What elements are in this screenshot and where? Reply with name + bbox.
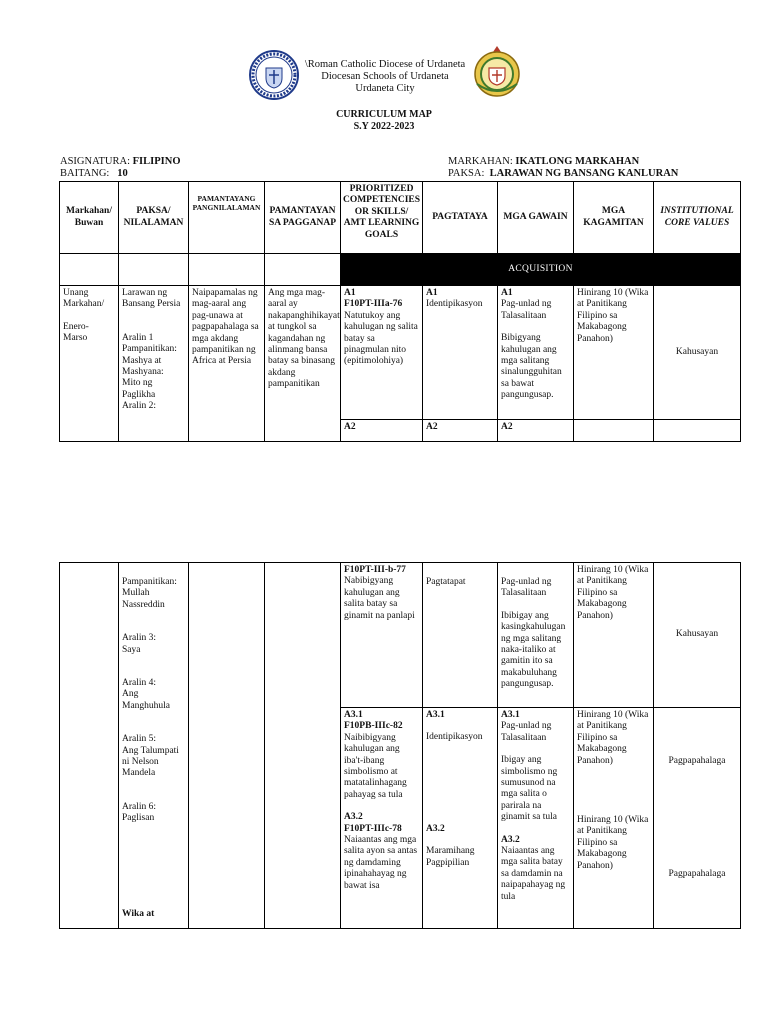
paksa-line: Mandela xyxy=(122,768,156,779)
cell-gawain-a1 xyxy=(498,286,574,420)
diocese-name: \Roman Catholic Diocese of Urdaneta xyxy=(304,59,466,70)
markahan-line-2: Markahan/ xyxy=(63,299,105,310)
gawain-label: A1 xyxy=(501,288,513,298)
paksa-line: Paglisan xyxy=(122,813,155,824)
asignatura-value: FILIPINO xyxy=(132,156,181,167)
paksa-line: Mashyana: xyxy=(122,367,164,378)
markahan-line xyxy=(448,156,639,168)
letterhead xyxy=(0,44,768,104)
markahan-line-4: Marso xyxy=(63,333,88,344)
school-name: Diocesan Schools of Urdaneta xyxy=(321,71,449,82)
pagtataya-label: A3.2 xyxy=(426,823,445,834)
gawain-text: Pag-unlad ng Talasalitaan xyxy=(501,299,552,321)
gawain-label: A3.1 xyxy=(501,710,520,720)
curriculum-map-title: CURRICULUM MAP xyxy=(336,109,432,120)
competency-label: A3.2 xyxy=(344,812,363,823)
paksa-line: Mito ng xyxy=(122,378,153,389)
paksa-value: LARAWAN NG BANSANG KANLURAN xyxy=(489,168,679,179)
cell-kagamitan xyxy=(574,708,654,929)
markahan-line-1: Unang xyxy=(63,288,89,298)
school-year: S.Y 2022-2023 xyxy=(353,121,415,132)
competency-text: Natutukoy ang kahulugan ng salita batay sa pinagmulan nito (epitimolohiya) xyxy=(344,310,418,367)
pagtataya-label: A1 xyxy=(426,288,438,298)
competency-code: F10PB-IIIc-82 xyxy=(344,721,403,732)
letterhead-text xyxy=(300,59,470,95)
cell-core-value: Kahusayan xyxy=(654,563,741,708)
pagtataya-text: Identipikasyon xyxy=(426,732,483,743)
cell-competency-a1 xyxy=(341,286,423,420)
header-core-values: INSTITUTIONAL CORE VALUES xyxy=(654,182,741,254)
paksa-line: Ang xyxy=(122,689,139,700)
cell-core-value xyxy=(654,708,741,929)
paksa-line: Aralin 3: xyxy=(122,633,157,644)
header-competencies: PRIORITIZED COMPETENCIES OR SKILLS/ AMT LEARNING GOALS xyxy=(341,182,423,254)
baitang-line xyxy=(60,168,128,180)
paksa-line xyxy=(448,168,678,180)
cell-core-value: Kahusayan xyxy=(654,286,741,420)
gawain-text: Bibigyang kahulugan ang mga salitang sinalungguhitan sa bawat pangungusap. xyxy=(501,333,562,401)
pagtataya-label: A3.1 xyxy=(426,710,445,720)
cell-pamantayang-pangnilalaman: Naipapamalas ng mag-aaral ang pag-unawa at pagpapahalaga sa mga akdang pampanitikan ng Africa at Persia xyxy=(189,286,265,442)
gawain-text: Ibibigay ang kasingkahulugan ng mga salitang naka-italiko at gamitin ito sa makabuluhang pangungusap. xyxy=(501,610,566,690)
paksa-line: Saya xyxy=(122,644,141,655)
header-pagtataya: PAGTATAYA xyxy=(423,182,498,254)
paksa-line: Bansang Persia xyxy=(122,299,181,310)
competency-text: Naiaantas ang mga salita ayon sa antas ng damdaming ipinahahayag ng bawat isa xyxy=(344,835,418,891)
paksa-line: Aralin 2: xyxy=(122,401,157,412)
cell-pagtataya-a1 xyxy=(423,286,498,420)
competency-code: F10PT-IIIc-78 xyxy=(344,823,402,834)
empty-cell xyxy=(265,563,341,929)
header-markahan: Markahan/ Buwan xyxy=(60,182,119,254)
competency-code: F10PT-IIIa-76 xyxy=(344,299,403,310)
cell-markahan xyxy=(60,286,119,442)
header-gawain: MGA GAWAIN xyxy=(498,182,574,254)
paksa-line: Wika at xyxy=(122,908,155,919)
acquisition-banner: ACQUISITION xyxy=(341,254,741,286)
document-title xyxy=(0,109,768,133)
header-pamantayang-pangnilalaman: PAMANTAYANG PANGNILALAMAN xyxy=(189,182,265,254)
baitang-value: 10 xyxy=(117,168,128,179)
paksa-label: PAKSA: xyxy=(448,168,485,179)
paksa-line: Ang Talumpati xyxy=(122,745,179,756)
cell-pamantayan-pagganap: Ang mga mag-aaral ay nakapanghihikayat at tungkol sa kagandahan ng alinmang bansa batay sa binasang akdang pampanitikan xyxy=(265,286,341,442)
empty-cell xyxy=(60,563,119,929)
paksa-line: Mashya at xyxy=(122,355,162,366)
pagtataya-text: Identipikasyon xyxy=(426,299,483,310)
competency-label: A1 xyxy=(344,288,356,298)
paksa-line: Aralin 5: xyxy=(122,734,157,745)
cell-gawain-a3 xyxy=(498,708,574,929)
competency-text: Nabibigyang kahulugan ang salita batay sa ginamit na panlapi xyxy=(344,576,415,621)
paksa-line: Manghuhula xyxy=(122,700,171,711)
paksa-line: Nassreddin xyxy=(122,599,165,610)
gawain-text: Ibigay ang simbolismo ng sumusunod na mga salita o parirala na ginamit sa tula xyxy=(501,755,558,823)
cell-kagamitan: Hinirang 10 (Wika at Panitikang Filipino sa Makabagong Panahon) xyxy=(574,286,654,420)
cell-pagtataya-a3 xyxy=(423,708,498,929)
cell-paksa xyxy=(119,286,189,442)
markahan-label: MARKAHAN: xyxy=(448,156,513,167)
city-name: Urdaneta City xyxy=(355,83,415,94)
pagtataya-text: Maramihang Pagpipilian xyxy=(426,846,475,868)
paksa-line: Paglikha xyxy=(122,389,156,400)
core-value-text: Pagpapahalaga xyxy=(668,869,726,880)
cell-pagtataya-a2: A2 xyxy=(423,420,498,442)
paksa-line: ni Nelson xyxy=(122,757,159,768)
markahan-line-3: Enero- xyxy=(63,321,89,332)
header-kagamitan: MGA KAGAMITAN xyxy=(574,182,654,254)
header-paksa: PAKSA/ NILALAMAN xyxy=(119,182,189,254)
gawain-text: Pag-unlad ng Talasalitaan xyxy=(501,577,552,599)
paksa-line: Pampanitikan: xyxy=(122,577,177,587)
markahan-value: IKATLONG MARKAHAN xyxy=(515,156,640,167)
empty-cell xyxy=(574,420,654,442)
asignatura-label: ASIGNATURA: xyxy=(60,156,131,167)
empty-cell xyxy=(189,563,265,929)
competency-text: Naibibigyang kahulugan ang iba't-ibang simbolismo at matatalinhagang pahayag sa tula xyxy=(344,732,407,800)
gawain-label: A3.2 xyxy=(501,834,520,845)
asignatura-line xyxy=(60,156,180,168)
paksa-line: Aralin 6: xyxy=(122,801,157,812)
diocese-seal-icon xyxy=(249,50,299,100)
cell-paksa-continued xyxy=(119,563,189,929)
cell-gawain-77 xyxy=(498,563,574,708)
kagamitan-text: Hinirang 10 (Wika at Panitikang Filipino sa Makabagong Panahon) xyxy=(577,815,649,871)
kagamitan-text: Hinirang 10 (Wika at Panitikang Filipino sa Makabagong Panahon) xyxy=(577,710,649,766)
paksa-line: Mullah xyxy=(122,588,150,599)
gawain-text: Naiaantas ang mga salita batay sa damdamin na naipapahayag ng tula xyxy=(501,846,566,902)
header-pamantayan-pagganap: PAMANTAYAN SA PAGGANAP xyxy=(265,182,341,254)
empty-cell xyxy=(60,254,119,286)
competency-label: A3.1 xyxy=(344,710,363,720)
diocesan-schools-seal-icon xyxy=(471,44,523,100)
cell-pagtataya-77: Pagtatapat xyxy=(423,563,498,708)
competency-code: F10PT-III-b-77 xyxy=(344,565,406,575)
gawain-text: Pag-unlad ng Talasalitaan xyxy=(501,721,552,743)
paksa-line: Pampanitikan: xyxy=(122,344,177,355)
empty-cell xyxy=(119,254,189,286)
cell-competency-77 xyxy=(341,563,423,708)
curriculum-table-1 xyxy=(59,181,741,442)
paksa-line: Larawan ng xyxy=(122,288,168,298)
paksa-line: Aralin 1 xyxy=(122,332,154,343)
core-value-text: Pagpapahalaga xyxy=(668,756,726,766)
curriculum-table-2 xyxy=(59,562,741,929)
empty-cell xyxy=(189,254,265,286)
cell-kagamitan: Hinirang 10 (Wika at Panitikang Filipino sa Makabagong Panahon) xyxy=(574,563,654,708)
baitang-label: BAITANG: xyxy=(60,168,110,179)
empty-cell xyxy=(265,254,341,286)
cell-competency-a2: A2 xyxy=(341,420,423,442)
paksa-line: Aralin 4: xyxy=(122,678,157,689)
cell-competency-a3 xyxy=(341,708,423,929)
empty-cell xyxy=(654,420,741,442)
cell-gawain-a2: A2 xyxy=(498,420,574,442)
